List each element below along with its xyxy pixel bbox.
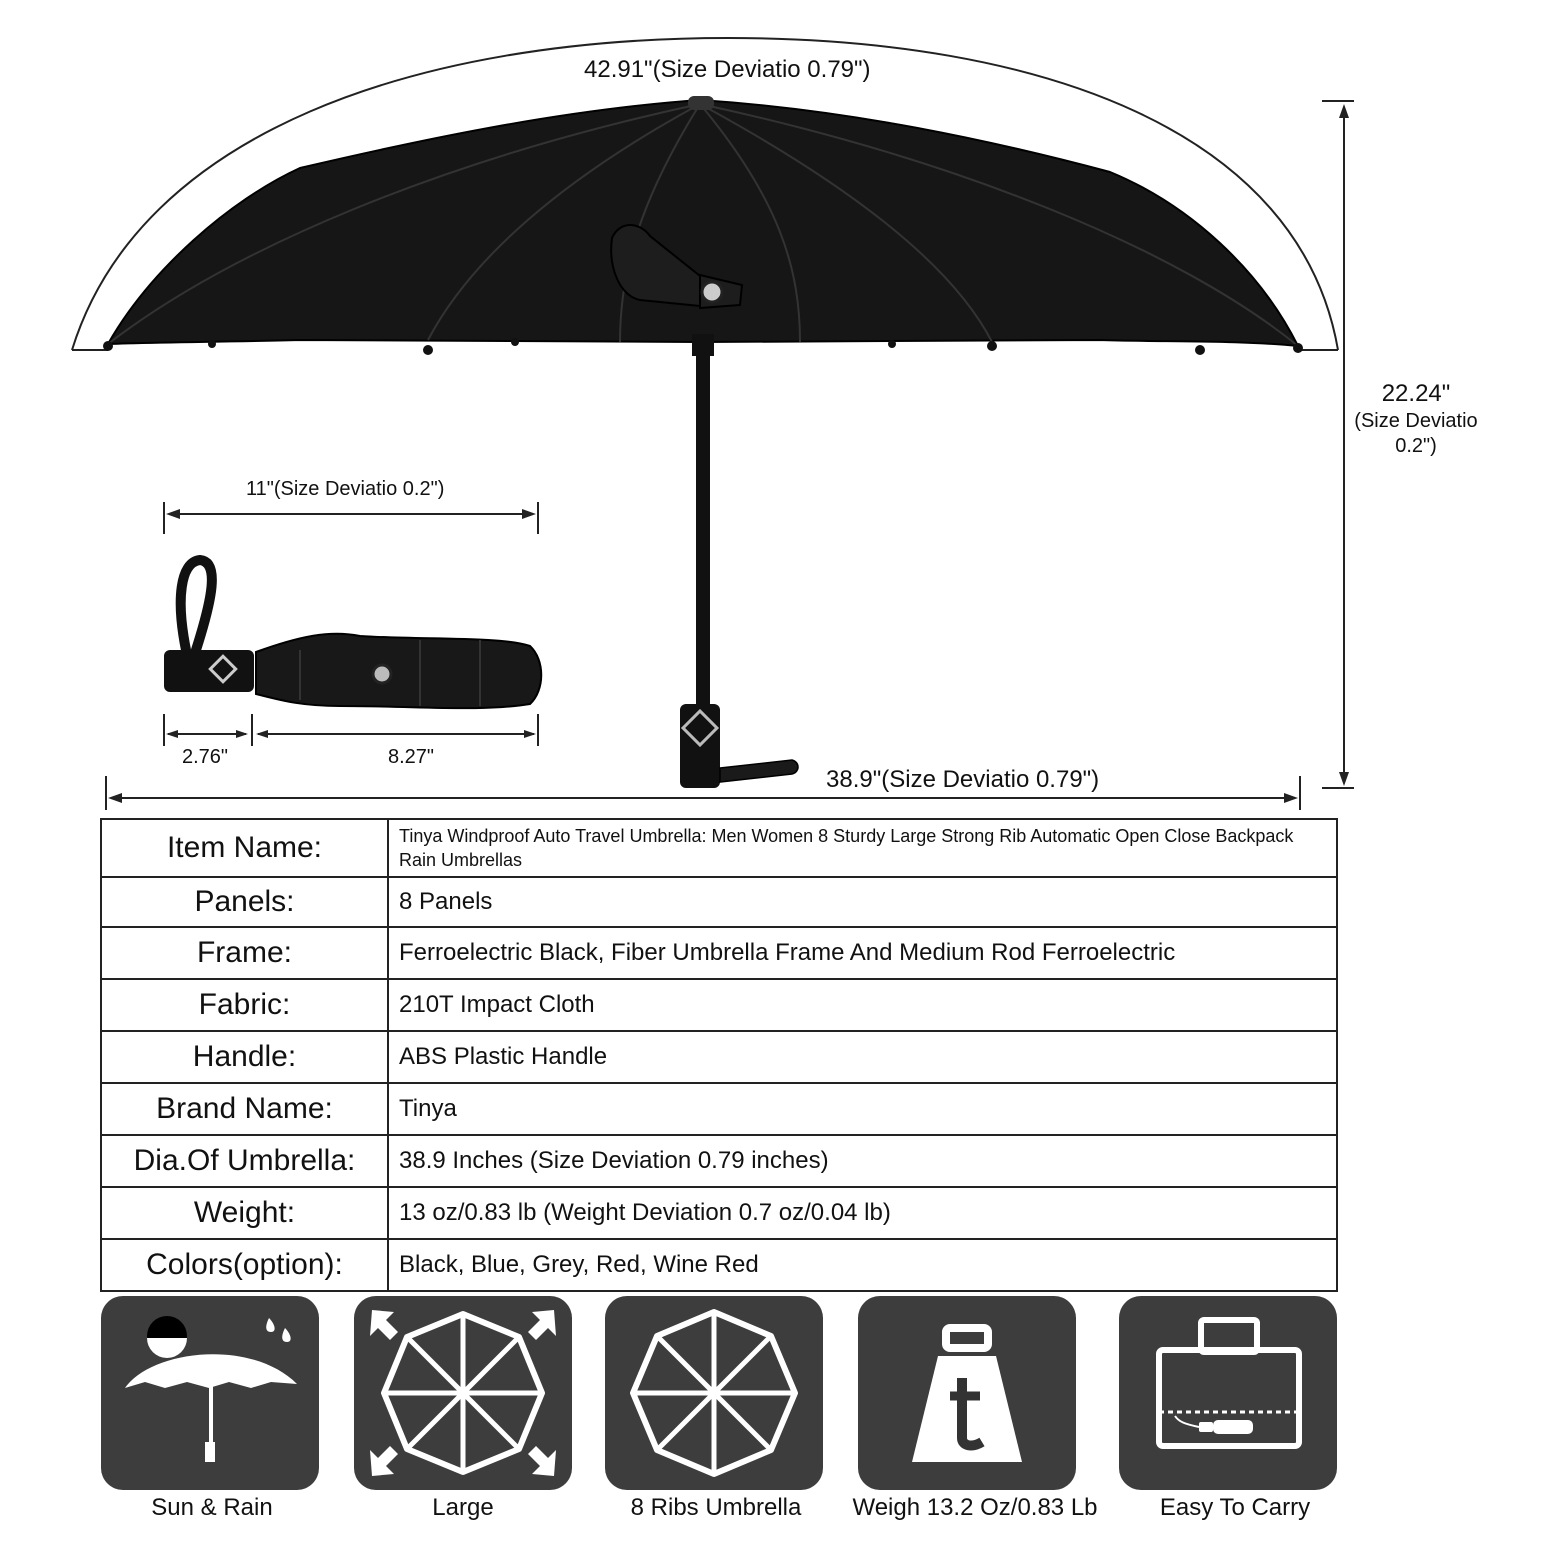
- open-umbrella-canopy: [103, 96, 1303, 355]
- feature-caption-sun-rain: Sun & Rain: [151, 1494, 273, 1521]
- spec-value: Tinya Windproof Auto Travel Umbrella: Men Women 8 Sturdy Large Strong Rib Automatic Open Close Backpack Rain Umbrellas: [388, 819, 1337, 877]
- spec-label: Fabric:: [101, 979, 388, 1031]
- spec-row-panels: [101, 877, 1337, 927]
- spec-label: Dia.Of Umbrella:: [101, 1135, 388, 1187]
- height-value: 22.24": [1381, 380, 1451, 407]
- feature-tile-easy-carry: [1119, 1296, 1337, 1490]
- small-dimension-lines: [164, 714, 538, 746]
- briefcase-umbrella-icon: [1119, 1296, 1337, 1490]
- folded-umbrella: [164, 560, 541, 708]
- spec-label: Weight:: [101, 1187, 388, 1239]
- spec-row-item-name: [101, 819, 1337, 877]
- spec-value: Black, Blue, Grey, Red, Wine Red: [388, 1239, 1337, 1291]
- spec-value: 210T Impact Cloth: [388, 979, 1337, 1031]
- weight-t-icon: [858, 1296, 1076, 1490]
- eight-ribs-octagon-icon: [605, 1296, 823, 1490]
- folded-length-dimension-line: [164, 502, 538, 534]
- spec-label: Colors(option):: [101, 1239, 388, 1291]
- feature-tile-weight: [858, 1296, 1076, 1490]
- spec-value: Ferroelectric Black, Fiber Umbrella Frame And Medium Rod Ferroelectric: [388, 927, 1337, 979]
- feature-caption-8-ribs: 8 Ribs Umbrella: [630, 1494, 802, 1521]
- spec-row-weight: [101, 1187, 1337, 1239]
- body-length-label: 8.27": [388, 746, 435, 768]
- arc-dimension-label: 42.91"(Size Deviatio 0.79"): [584, 56, 871, 83]
- feature-tile-large: [354, 1296, 572, 1490]
- spec-row-handle: [101, 1031, 1337, 1083]
- spec-value: 38.9 Inches (Size Deviation 0.79 inches): [388, 1135, 1337, 1187]
- height-note-line1: (Size Deviatio: [1354, 410, 1478, 432]
- spec-label: Handle:: [101, 1031, 388, 1083]
- expand-octagon-icon: [354, 1296, 572, 1490]
- spec-row-fabric: [101, 979, 1337, 1031]
- spec-label: Panels:: [101, 877, 388, 927]
- feature-caption-easy-carry: Easy To Carry: [1159, 1494, 1311, 1521]
- spec-row-brand-name: [101, 1083, 1337, 1135]
- height-dimension-label: [1346, 380, 1486, 458]
- umbrella-shaft-and-handle: [680, 334, 798, 788]
- spec-value: 13 oz/0.83 lb (Weight Deviation 0.7 oz/0.04 lb): [388, 1187, 1337, 1239]
- spec-label: Frame:: [101, 927, 388, 979]
- spec-row-colors: [101, 1239, 1337, 1291]
- feature-tile-sun-rain: [101, 1296, 319, 1490]
- spec-value: 8 Panels: [388, 877, 1337, 927]
- feature-tile-8-ribs: [605, 1296, 823, 1490]
- feature-caption-large: Large: [432, 1494, 494, 1521]
- sun-rain-umbrella-icon: [101, 1296, 319, 1490]
- spec-label: Item Name:: [101, 819, 388, 877]
- folded-length-label: 11"(Size Deviatio 0.2"): [246, 478, 445, 500]
- spec-table: [100, 818, 1338, 1292]
- spec-row-diameter: [101, 1135, 1337, 1187]
- height-note-line2: 0.2"): [1395, 435, 1437, 457]
- diameter-label: 38.9"(Size Deviatio 0.79"): [826, 766, 1100, 793]
- spec-label: Brand Name:: [101, 1083, 388, 1135]
- handle-length-label: 2.76": [182, 746, 229, 768]
- spec-value: ABS Plastic Handle: [388, 1031, 1337, 1083]
- spec-value: Tinya: [388, 1083, 1337, 1135]
- feature-caption-weight: Weigh 13.2 Oz/0.83 Lb: [852, 1494, 1098, 1521]
- spec-row-frame: [101, 927, 1337, 979]
